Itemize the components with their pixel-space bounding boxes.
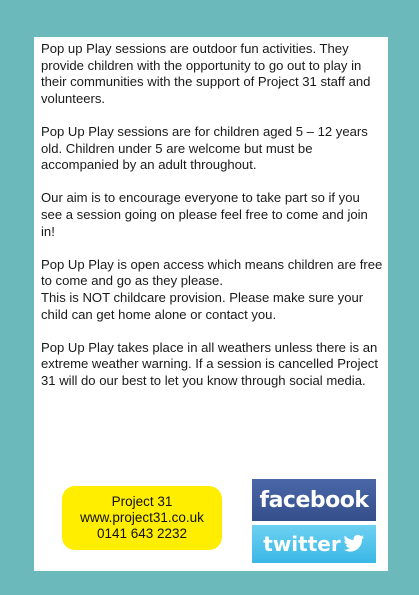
twitter-wordmark: twitter: [263, 532, 341, 556]
contact-box: [62, 486, 222, 550]
contact-name: Project 31: [111, 494, 173, 509]
paragraph-weather: Pop Up Play takes place in all weathers unless there is an extreme weather warning. If a session is cancelled Project 31 will do our best to let you know through social media.: [41, 339, 378, 388]
contact-website: www.project31.co.uk: [80, 510, 204, 525]
flyer-page: [34, 37, 388, 571]
twitter-bird-icon: [343, 534, 365, 554]
paragraph-aim: Our aim is to encourage everyone to take part so if you see a session going on please feel free to come and join in!: [41, 190, 368, 239]
paragraph-ages: Pop Up Play sessions are for children aged 5 – 12 years old. Children under 5 are welcome but must be accompanied by an adult throughout.: [41, 123, 368, 173]
facebook-logo: [252, 479, 376, 521]
paragraph-open-access: Pop Up Play is open access which means children are free to come and go as they please.: [41, 256, 383, 289]
facebook-wordmark: facebook: [259, 487, 369, 513]
paragraph-not-childcare: This is NOT childcare provision. Please make sure your child can get home alone or contact you.: [41, 289, 364, 322]
flyer-text: [41, 41, 383, 406]
contact-phone: 0141 643 2232: [96, 526, 188, 541]
social-logos: [252, 479, 376, 563]
paragraph-intro: Pop up Play sessions are outdoor fun activities. They provide children with the opportunity to go out to play in their communities with the support of Project 31 staff and volunteers.: [41, 41, 371, 106]
twitter-logo: [252, 525, 376, 563]
